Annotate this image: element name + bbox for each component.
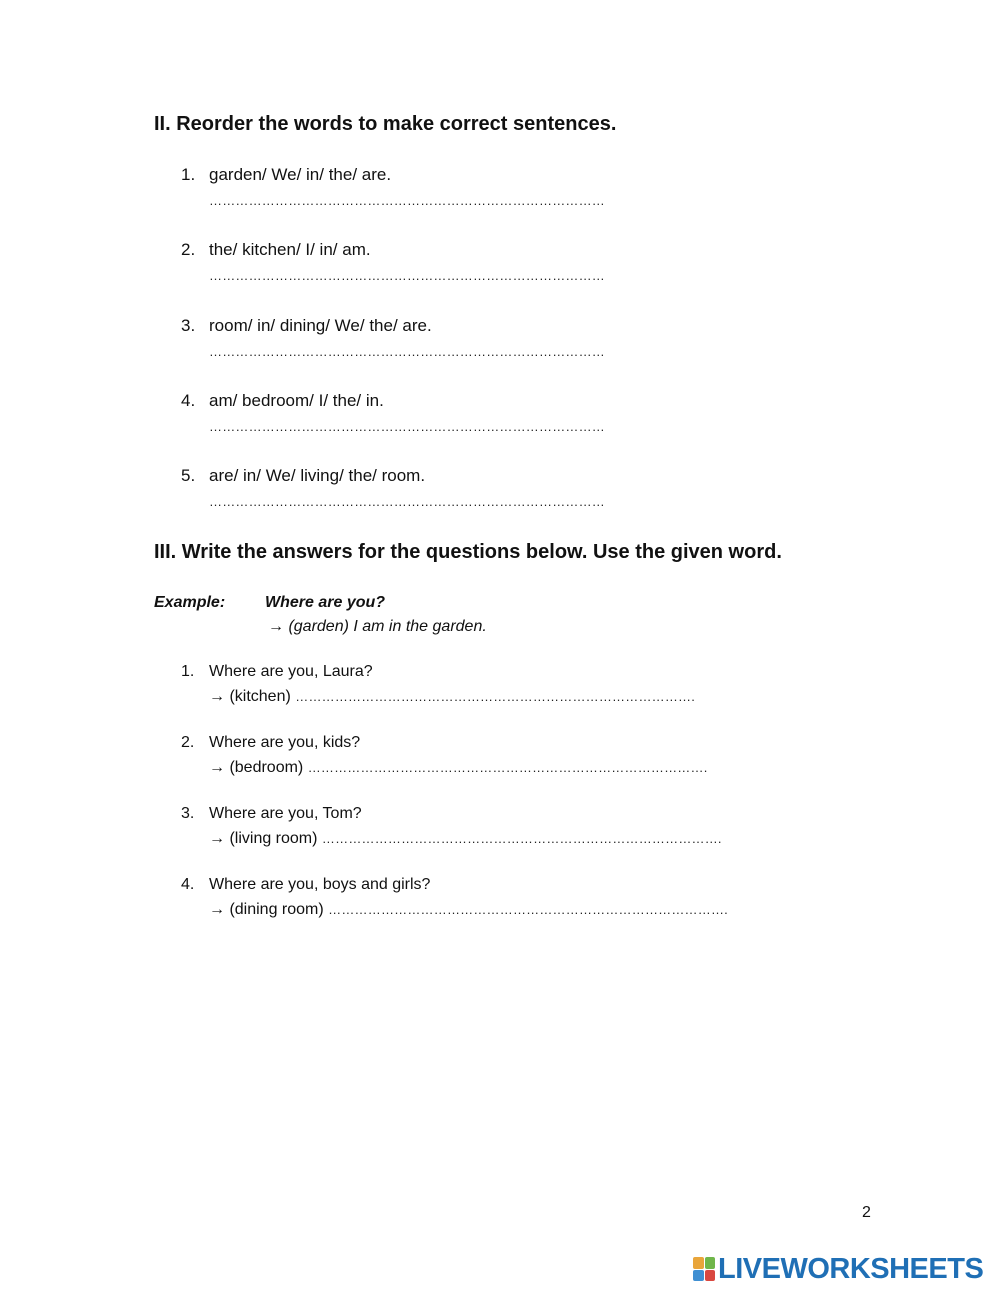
item-number: 3. xyxy=(181,805,195,822)
section-3-heading: III. Write the answers for the questions below. Use the given word. xyxy=(154,541,782,563)
answer-blank[interactable]: ……………………………………………………………………………… xyxy=(209,268,605,283)
example-question: Where are you? xyxy=(265,594,386,611)
answer-line xyxy=(209,830,722,848)
answer-blank[interactable]: ………………………………………………………………………………. xyxy=(328,902,728,917)
item-number: 4. xyxy=(181,876,195,893)
page-number: 2 xyxy=(862,1204,871,1221)
answer-line xyxy=(209,759,708,777)
given-word-prompt: → (bedroom) xyxy=(209,759,304,776)
answer-line xyxy=(209,688,695,706)
item-number: 3. xyxy=(181,316,196,335)
answer-blank[interactable]: ……………………………………………………………………………… xyxy=(209,494,605,509)
item-number: 1. xyxy=(181,663,195,680)
item-number: 2. xyxy=(181,734,195,751)
question-text: Where are you, boys and girls? xyxy=(209,876,431,893)
answer-blank[interactable]: ……………………………………………………………………………… xyxy=(209,419,605,434)
answer-blank[interactable]: ………………………………………………………………………………. xyxy=(321,831,722,846)
scrambled-words: am/ bedroom/ I/ the/ in. xyxy=(209,391,384,410)
given-word-prompt: → (living room) xyxy=(209,830,318,847)
given-word-prompt: → (kitchen) xyxy=(209,688,291,705)
answer-blank[interactable]: ……………………………………………………………………………… xyxy=(209,193,605,208)
example-label: Example: xyxy=(154,594,226,611)
question-text: Where are you, kids? xyxy=(209,734,361,751)
example-answer: → (garden) I am in the garden. xyxy=(268,618,487,635)
logo-text: LIVEWORKSHEETS xyxy=(718,1252,984,1285)
answer-blank[interactable]: ………………………………………………………………………………. xyxy=(307,760,708,775)
scrambled-words: are/ in/ We/ living/ the/ room. xyxy=(209,466,426,485)
answer-line xyxy=(209,901,728,919)
question-text: Where are you, Laura? xyxy=(209,663,373,680)
answer-blank[interactable]: ……………………………………………………………………………… xyxy=(209,344,605,359)
answer-blank[interactable]: ………………………………………………………………………………. xyxy=(295,689,696,704)
scrambled-words: the/ kitchen/ I/ in/ am. xyxy=(209,240,371,259)
liveworksheets-logo-icon xyxy=(693,1257,715,1281)
scrambled-words: room/ in/ dining/ We/ the/ are. xyxy=(209,316,432,335)
item-number: 2. xyxy=(181,240,196,259)
item-number: 4. xyxy=(181,391,196,410)
given-word-prompt: → (dining room) xyxy=(209,901,324,918)
question-text: Where are you, Tom? xyxy=(209,805,362,822)
scrambled-words: garden/ We/ in/ the/ are. xyxy=(209,165,392,184)
item-number: 5. xyxy=(181,466,196,485)
section-2-heading: II. Reorder the words to make correct sentences. xyxy=(154,113,617,135)
item-number: 1. xyxy=(181,165,196,184)
liveworksheets-logo xyxy=(693,1252,983,1286)
